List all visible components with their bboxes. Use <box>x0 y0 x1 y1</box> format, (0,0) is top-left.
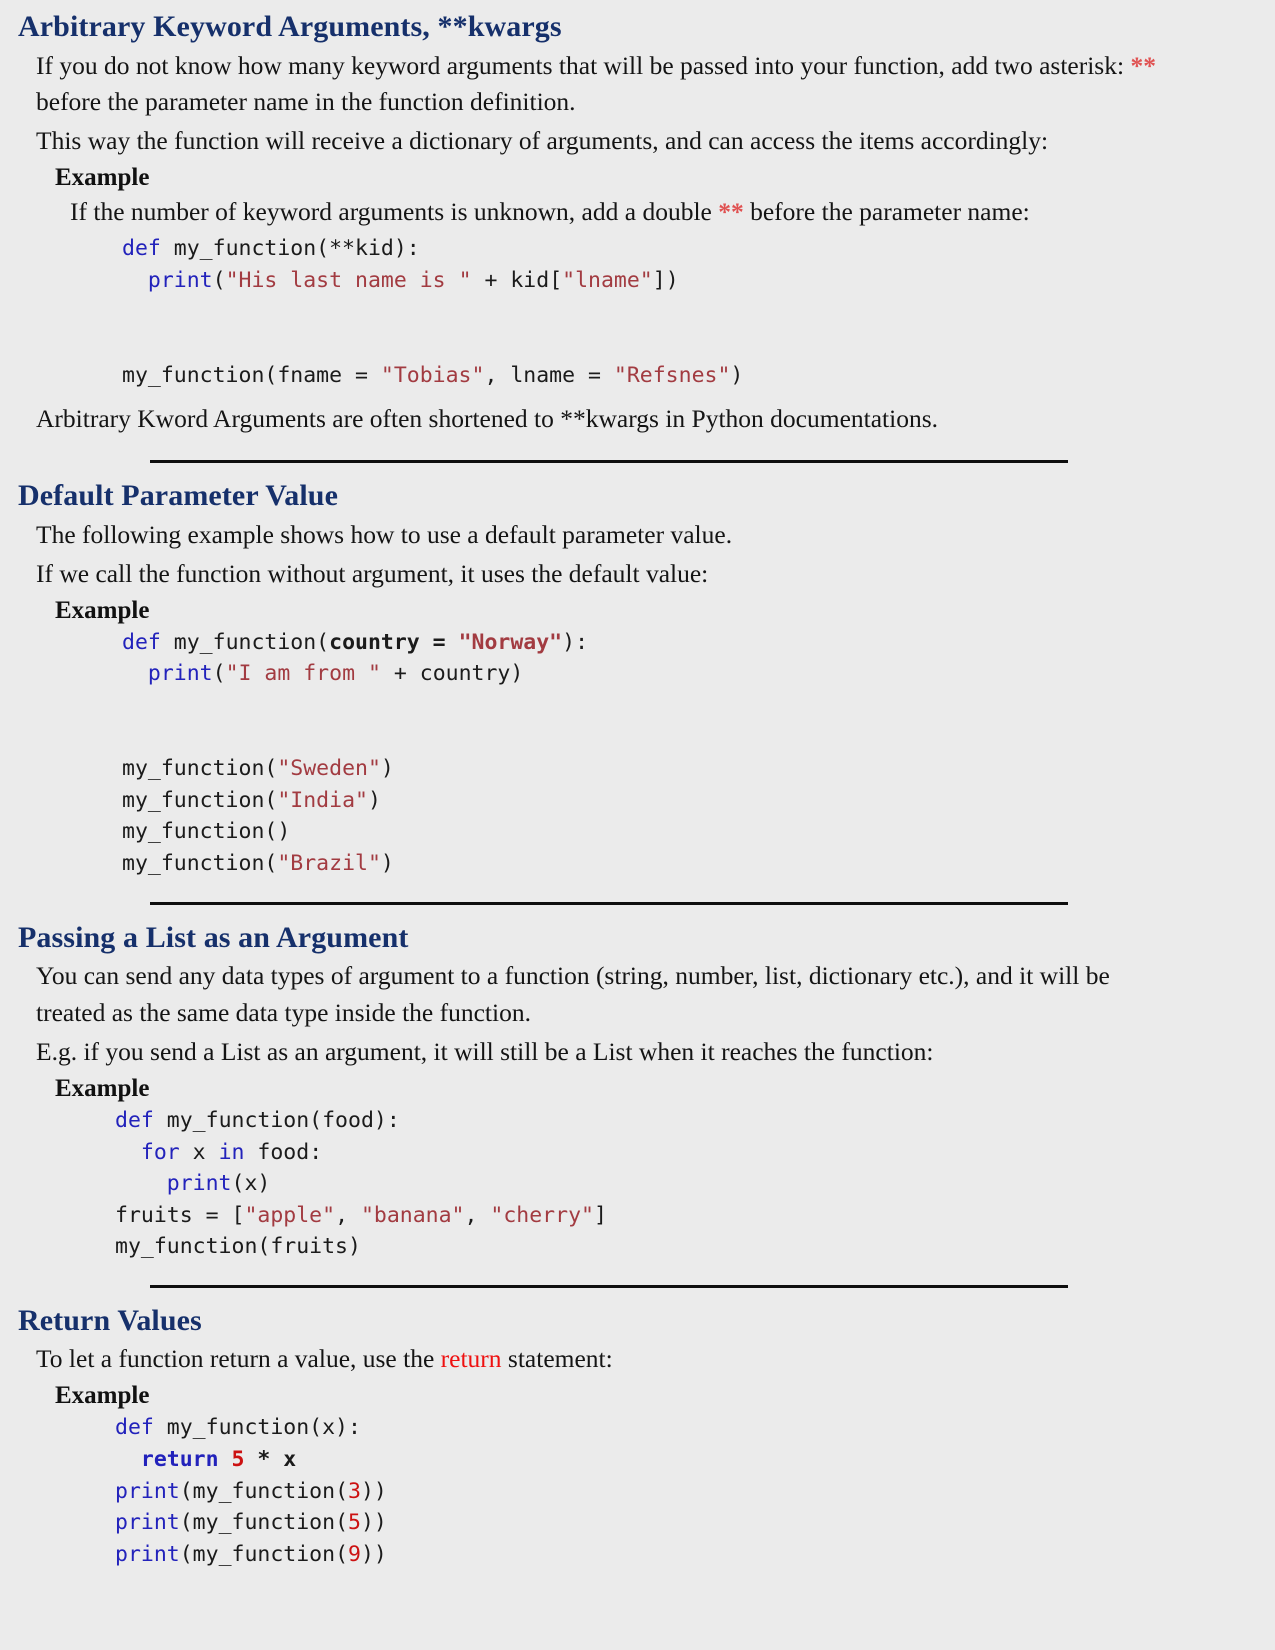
code-token: 5 <box>348 1510 361 1536</box>
section-heading-return-values: Return Values <box>18 1303 202 1337</box>
code-token: 9 <box>348 1541 361 1567</box>
paragraph-default-2: If we call the function without argument, it uses the default value: <box>36 558 709 588</box>
section-divider-2 <box>150 902 1068 905</box>
code-token: print <box>166 1171 232 1197</box>
code-token: print <box>115 1510 180 1536</box>
section-heading-kwargs: Arbitrary Keyword Arguments, **kwargs <box>18 10 562 43</box>
code-token: "Sweden" <box>277 756 381 782</box>
code-token: "Tobias" <box>380 362 485 388</box>
code-token: * x <box>244 1446 297 1472</box>
code-token: "banana" <box>360 1202 465 1228</box>
section-heading-default-parameter-value: Default Parameter Value <box>18 479 339 513</box>
code-token: "cherry" <box>490 1202 594 1228</box>
paragraph-list-2: E.g. if you send a List as an argument, it will still be a List when it reaches the function: <box>36 1036 934 1066</box>
code-token: "lname" <box>562 267 653 293</box>
code-token: "His last name is " <box>225 267 472 293</box>
code-token: 3 <box>348 1478 361 1504</box>
code-token: "Norway" <box>458 629 563 655</box>
code-token: "I am from " <box>225 661 381 687</box>
paragraph-return-1: To let a function return a value, use the return statement: <box>36 1344 613 1374</box>
code-token: "Refsnes" <box>613 362 731 388</box>
paragraph-kwargs-1: If you do not know how many keyword arguments that will be passed into your function, add two asterisk: ** before the parameter name in the function definition. <box>36 50 1156 117</box>
code-token: def <box>122 629 161 655</box>
code-token: def <box>122 236 161 262</box>
paragraph-kwargs-outro: Arbitrary Kword Arguments are often shortened to **kwargs in Python documentations. <box>36 404 939 434</box>
code-block-passing-list: def my_function(food): for x in food: print(x) fruits = ["apple", "banana", "cherry"] my_function(fruits) <box>115 1107 607 1260</box>
section-divider-1 <box>150 460 1068 463</box>
code-token: "India" <box>277 787 368 813</box>
code-token: print <box>147 267 213 293</box>
code-token: return <box>140 1446 219 1472</box>
paragraph-list-1: You can send any data types of argument to a function (string, number, list, dictionary etc.), and it will be treated as the same data type inside the function. <box>36 961 1110 1027</box>
code-token: print <box>147 661 213 687</box>
spacer <box>0 391 1275 401</box>
code-token: def <box>115 1107 154 1133</box>
paragraph-kwargs-2: This way the function will receive a dictionary of arguments, and can access the items accordingly: <box>36 126 1049 156</box>
code-block-kwargs: def my_function(**kid): print("His last name is " + kid["lname"]) my_function(fname = "Tobias", lname = "Refsnes") <box>122 236 744 388</box>
code-token: 5 <box>231 1446 245 1472</box>
code-token: country = <box>329 629 459 655</box>
code-token: for <box>140 1139 180 1165</box>
code-block-default-parameter: def my_function(country = "Norway"): print("I am from " + country) my_function("Sweden") my_function("India") my_function() my_function("Brazil") <box>122 629 589 876</box>
code-token: "apple" <box>244 1202 336 1228</box>
example-label-kwargs: Example <box>55 164 150 192</box>
prose-accent: ** <box>718 197 744 227</box>
example-label-default: Example <box>55 596 150 624</box>
code-token: print <box>115 1478 180 1504</box>
paragraph-default-1: The following example shows how to use a default parameter value. <box>36 519 733 549</box>
example-intro-kwargs: If the number of keyword arguments is unknown, add a double ** before the parameter name: <box>70 197 1030 227</box>
code-token: "Brazil" <box>277 850 381 876</box>
prose-accent: return <box>440 1344 502 1374</box>
section-heading-passing-a-list: Passing a List as an Argument <box>18 920 409 954</box>
code-token: def <box>115 1415 154 1441</box>
code-token: in <box>218 1139 245 1165</box>
code-token: print <box>115 1541 180 1567</box>
prose-accent: ** <box>1130 50 1156 80</box>
example-label-return: Example <box>55 1382 150 1410</box>
section-divider-3 <box>150 1285 1068 1288</box>
code-block-return-values: def my_function(x): return 5 * x print(my_function(3)) print(my_function(5)) print(my_function(9)) <box>115 1415 387 1567</box>
example-label-list: Example <box>55 1074 150 1102</box>
